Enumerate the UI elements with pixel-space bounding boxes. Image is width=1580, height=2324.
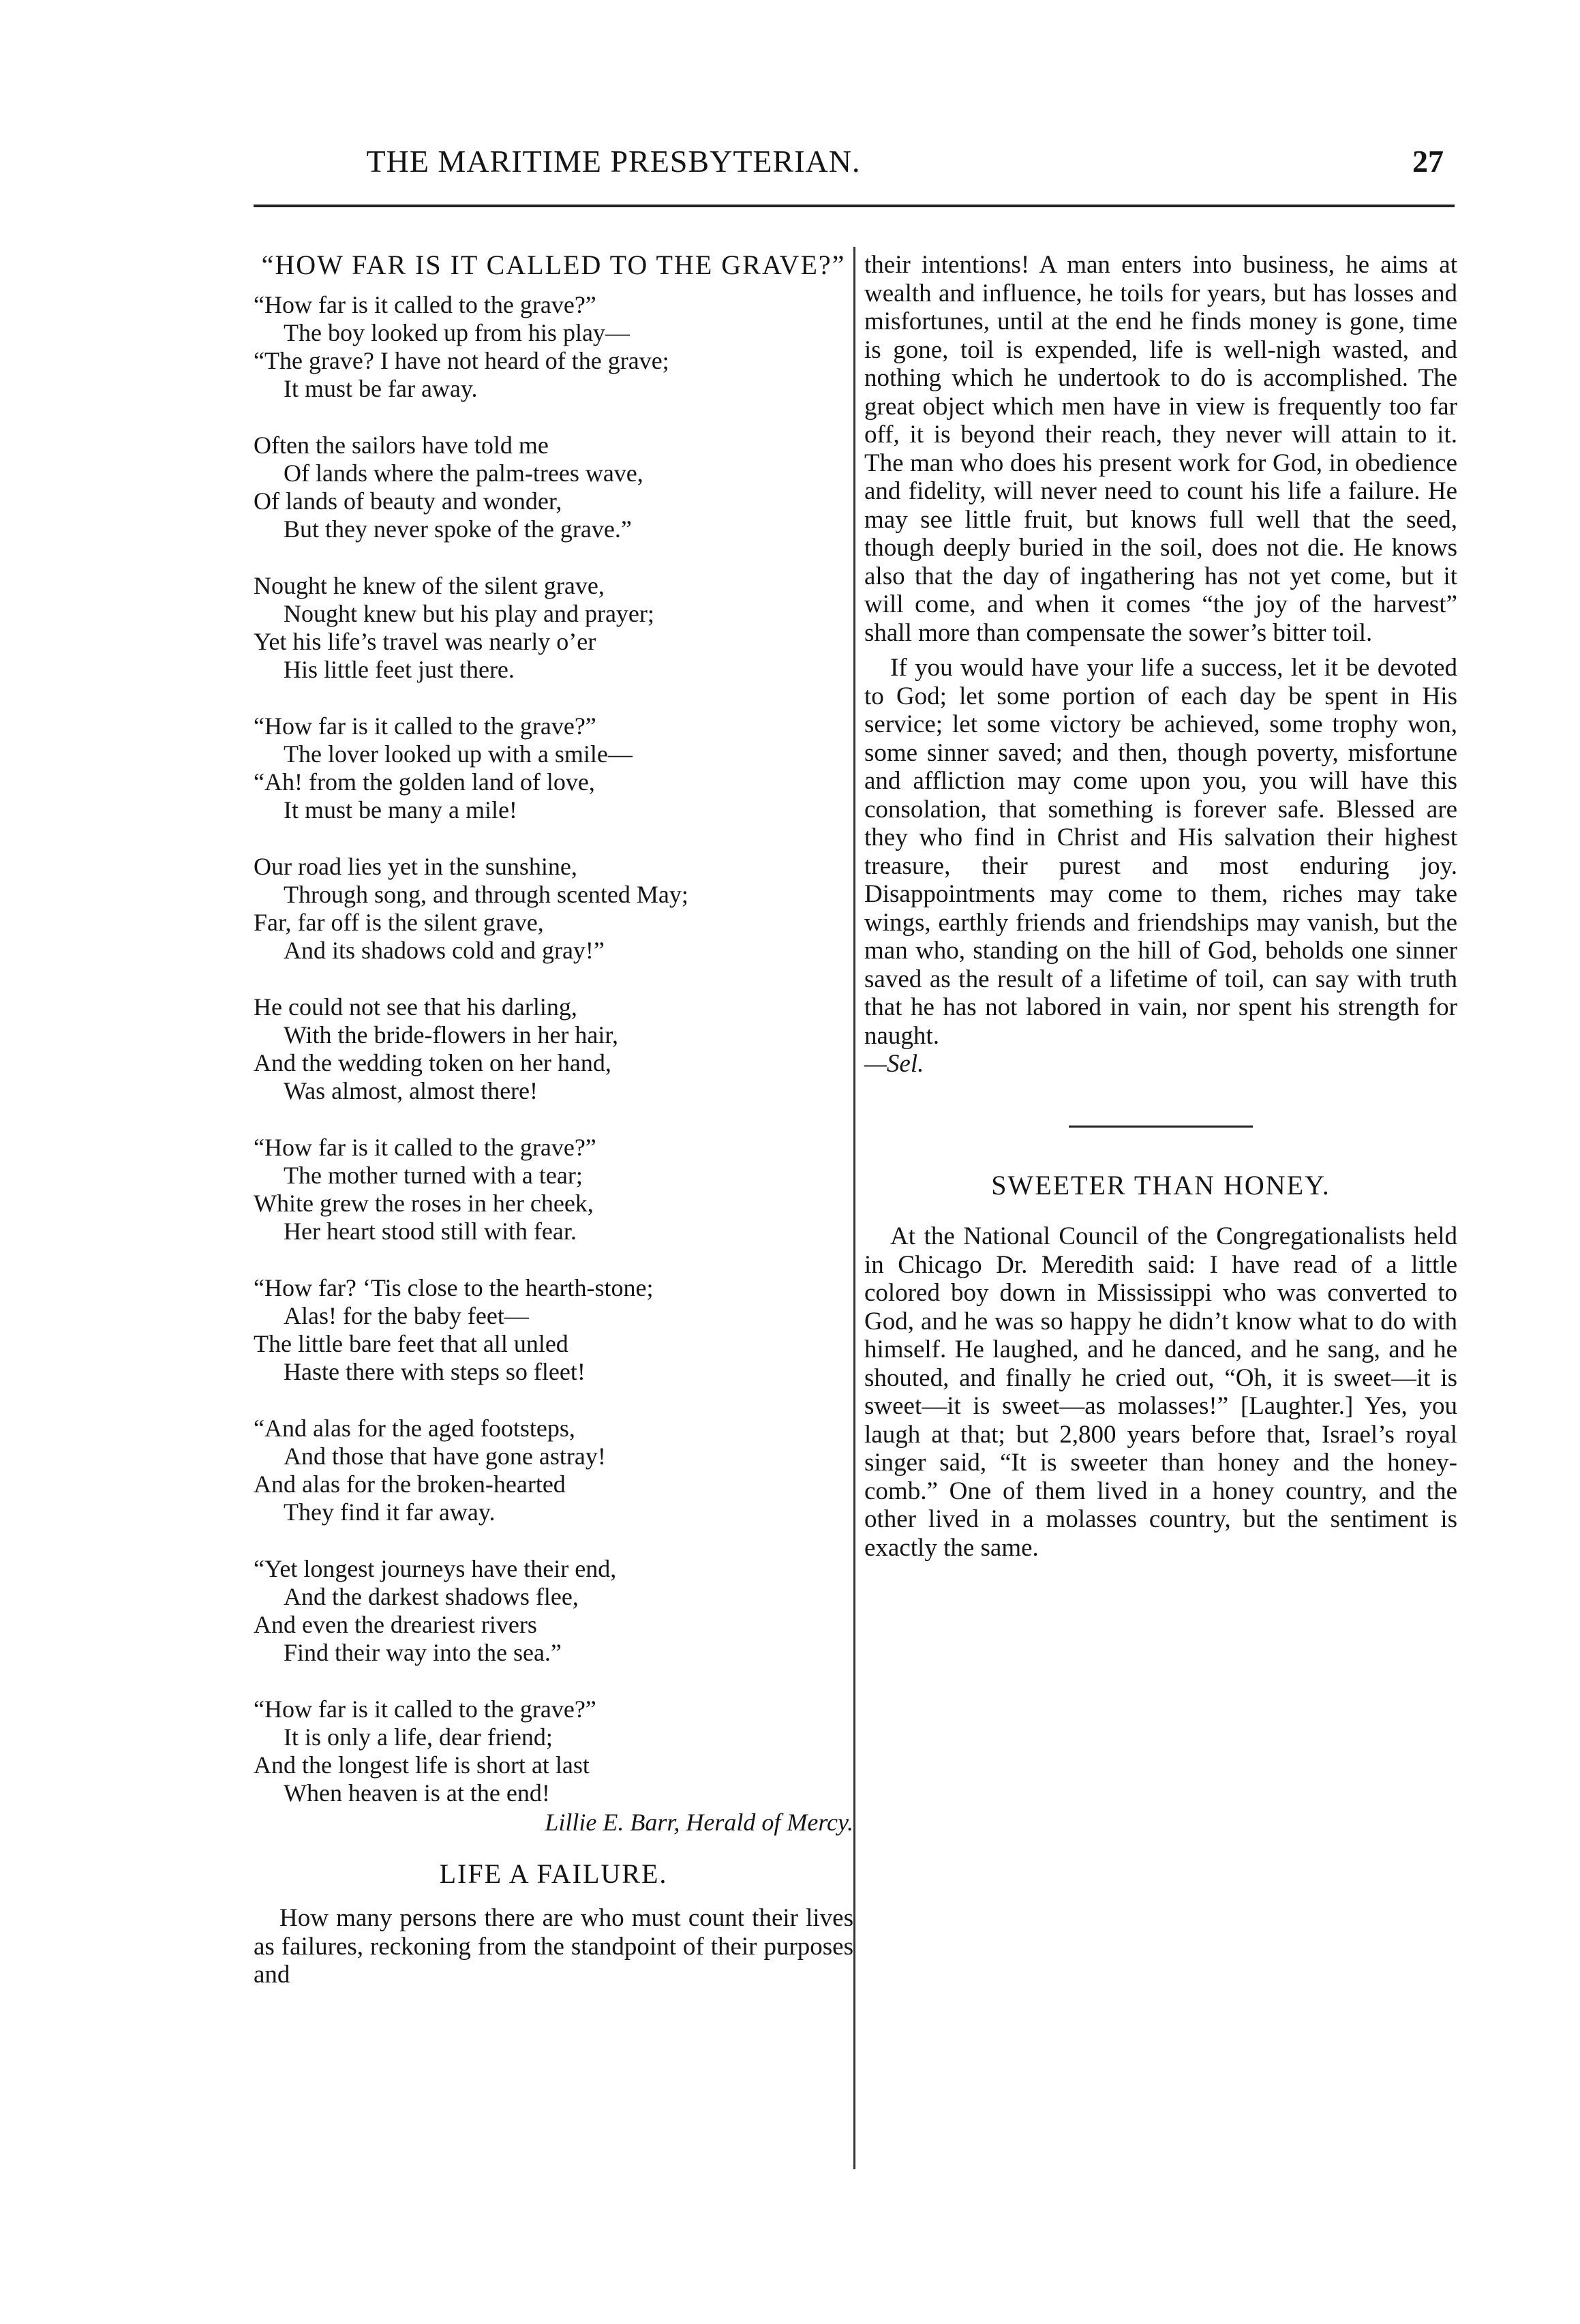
- page-number: 27: [1412, 144, 1444, 179]
- right-column: [864, 251, 1457, 1562]
- poem-line: It must be many a mile!: [284, 796, 517, 824]
- poem-line: Her heart stood still with fear.: [284, 1218, 577, 1245]
- life-failure-paragraph-continued: their intentions! A man enters into business, he aims at wealth and influence, he toils for years, but has losses and misfortunes, until at the end he finds money is gone, time is gone, toil is expended, life is well-nigh wasted, and nothing which he undertook to do is accomplished. The great object which men have in view is frequently too far off, it is beyond their reach, they never will attain to it. The man who does his present work for God, in obedience and fidelity, will never need to count his life a failure. He may see little fruit, but knows full well that the seed, though deeply buried in the soil, does not die. He knows also that the day of ingathering has not yet come, but it will come, and when it comes “the joy of the harvest” shall more than compensate the sower’s bitter toil.: [864, 251, 1457, 647]
- poem-line: With the bride-flowers in her hair,: [284, 1021, 618, 1048]
- poem-body: [254, 291, 853, 1807]
- life-failure-title: LIFE A FAILURE.: [439, 1858, 668, 1889]
- poem-line: “How far is it called to the grave?”: [254, 712, 596, 740]
- life-failure-paragraph-start: How many persons there are who must count their lives as failures, reckoning from the standpoint of their purposes and: [254, 1904, 853, 1989]
- poem-line: “How far is it called to the grave?”: [254, 1695, 596, 1723]
- poem-stanza: [254, 853, 853, 965]
- poem-line: It must be far away.: [284, 375, 478, 402]
- poem-line: Yet his life’s travel was nearly o’er: [254, 628, 596, 655]
- sweeter-paragraph: At the National Council of the Congregationalists held in Chicago Dr. Meredith said: I have read of a little colored boy down in Mississippi who was converted to God, and he was so happy he didn’t know what to do with himself. He laughed, and he danced, and he sang, and he shouted, and finally he cried out, “Oh, it is sweet—it is sweet—it is sweet—as molasses!” [Laughter.] Yes, you laugh at that; but 2,800 years before that, Israel’s royal singer said, “It is sweeter than honey and the honey-comb.” One of them lived in a honey country, and the other lived in a molasses country, but the sentiment is exactly the same.: [864, 1222, 1457, 1562]
- poem-line: And the darkest shadows flee,: [284, 1583, 579, 1610]
- poem-line: Haste there with steps so fleet!: [284, 1358, 586, 1385]
- poem-line: “Ah! from the golden land of love,: [254, 768, 595, 796]
- poem-line: “The grave? I have not heard of the grave;: [254, 347, 669, 374]
- poem-line: It is only a life, dear friend;: [284, 1723, 553, 1751]
- poem-line: And even the dreariest rivers: [254, 1611, 537, 1638]
- poem-stanza: [254, 993, 853, 1105]
- poem-stanza: [254, 1415, 853, 1526]
- poem-line: Alas! for the baby feet—: [284, 1302, 529, 1329]
- sweeter-title: SWEETER THAN HONEY.: [991, 1170, 1331, 1201]
- poem-line: The mother turned with a tear;: [284, 1162, 583, 1189]
- poem-stanza: [254, 432, 853, 543]
- poem-line: Far, far off is the silent grave,: [254, 909, 544, 936]
- poem-line: And those that have gone astray!: [284, 1443, 606, 1470]
- poem-line: The boy looked up from his play—: [284, 319, 630, 346]
- poem-line: Nought knew but his play and prayer;: [284, 600, 654, 627]
- poem-line: Through song, and through scented May;: [284, 881, 688, 908]
- poem-line: Our road lies yet in the sunshine,: [254, 853, 577, 880]
- poem-line: And alas for the broken-hearted: [254, 1470, 566, 1498]
- poem-line: “How far is it called to the grave?”: [254, 291, 596, 318]
- header-rule: [254, 205, 1455, 207]
- poem-stanza: [254, 1274, 853, 1386]
- poem-line: And its shadows cold and gray!”: [284, 937, 605, 964]
- poem-stanza: [254, 291, 853, 403]
- poem-line: Often the sailors have told me: [254, 432, 549, 459]
- poem-line: Was almost, almost there!: [284, 1077, 538, 1104]
- poem-stanza: [254, 712, 853, 824]
- poem-line: The lover looked up with a smile—: [284, 740, 633, 768]
- poem-line: Of lands where the palm-trees wave,: [284, 459, 643, 487]
- poem-line: And the wedding token on her hand,: [254, 1049, 611, 1076]
- poem-stanza: [254, 1134, 853, 1246]
- poem-attribution: Lillie E. Barr, Herald of Mercy.: [545, 1809, 853, 1836]
- poem-line: Of lands of beauty and wonder,: [254, 487, 562, 515]
- poem-stanza: [254, 572, 853, 684]
- section-divider: [1069, 1126, 1253, 1128]
- poem-stanza: [254, 1695, 853, 1807]
- poem-stanza: [254, 1555, 853, 1667]
- running-title: THE MARITIME PRESBYTERIAN.: [366, 144, 861, 179]
- poem-line: White grew the roses in her cheek,: [254, 1190, 594, 1217]
- life-failure-signature: —Sel.: [864, 1050, 924, 1078]
- poem-line: “Yet longest journeys have their end,: [254, 1555, 617, 1582]
- life-failure-paragraph-2: If you would have your life a success, let it be devoted to God; let some portion of each day be spent in His service; let some victory be achieved, some trophy won, some sinner saved; and then, though poverty, misfortune and affliction may come upon you, you will have this consolation, that something is forever safe. Blessed are they who find in Christ and His salvation their highest treasure, their purest and most enduring joy. Disappointments may come to them, riches may take wings, earthly friends and friendships may vanish, but the man who, standing on the hill of God, beholds one sinner saved as the result of a lifetime of toil, can say with truth that he has not labored in vain, nor spent his strength for naught.: [864, 654, 1457, 1050]
- poem-line: The little bare feet that all unled: [254, 1330, 568, 1357]
- poem-line: “How far? ‘Tis close to the hearth-stone;: [254, 1274, 654, 1301]
- poem-line: His little feet just there.: [284, 656, 515, 683]
- poem-line: But they never spoke of the grave.”: [284, 515, 632, 543]
- poem-line: And the longest life is short at last: [254, 1751, 590, 1779]
- column-divider: [853, 247, 855, 2169]
- poem-title: “HOW FAR IS IT CALLED TO THE GRAVE?”: [261, 250, 846, 280]
- poem-line: When heaven is at the end!: [284, 1779, 550, 1807]
- poem-line: Nought he knew of the silent grave,: [254, 572, 605, 599]
- poem-line: He could not see that his darling,: [254, 993, 577, 1021]
- poem-line: Find their way into the sea.”: [284, 1639, 562, 1666]
- left-column: [254, 251, 853, 1989]
- poem-line: “And alas for the aged footsteps,: [254, 1415, 575, 1442]
- poem-line: “How far is it called to the grave?”: [254, 1134, 596, 1161]
- poem-line: They find it far away.: [284, 1498, 496, 1526]
